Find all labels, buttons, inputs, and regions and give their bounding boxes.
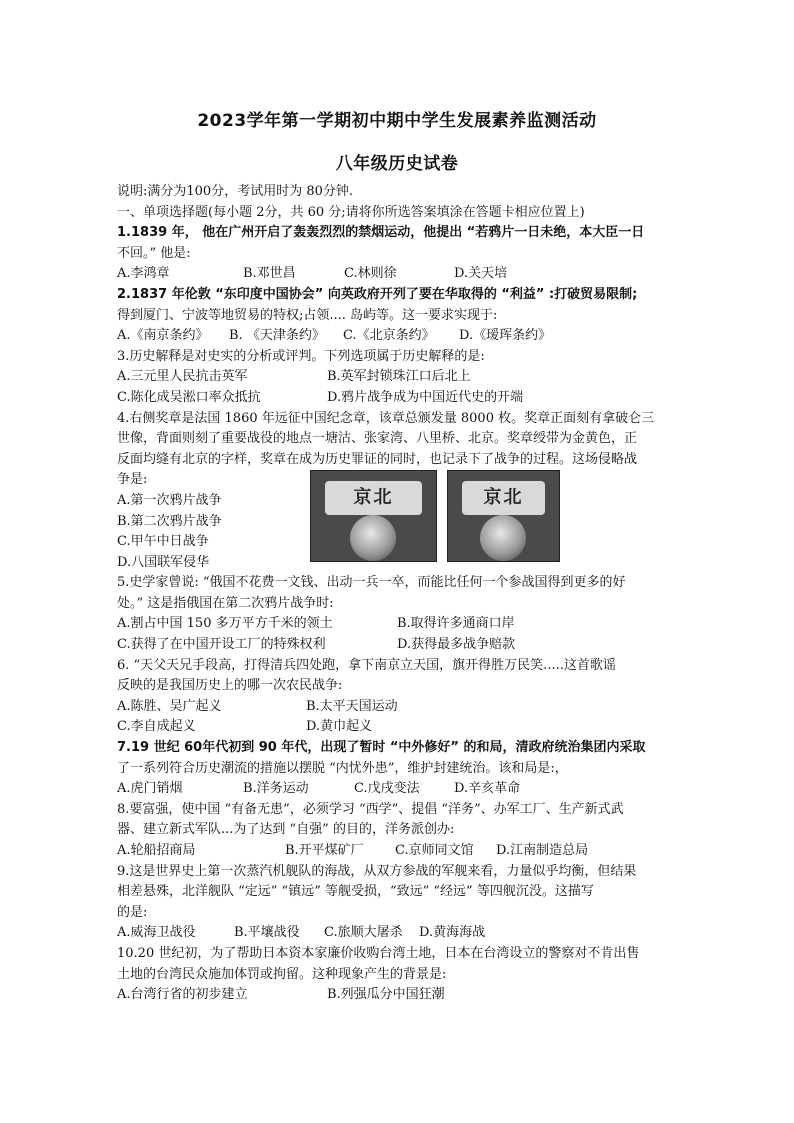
option-a[interactable]: A.割占中国 150 多万平方千米的领土 bbox=[117, 616, 333, 632]
option-c[interactable]: C.京师同文馆 bbox=[395, 843, 474, 858]
option-d[interactable]: D.八国联军侵华 bbox=[117, 554, 210, 570]
option-b[interactable]: B.洋务运动 bbox=[243, 781, 309, 797]
medal-coin bbox=[350, 515, 396, 561]
medal-photos bbox=[310, 470, 560, 560]
question-stem: 的是: bbox=[117, 904, 148, 920]
option-row bbox=[117, 367, 677, 388]
question-stem: 7.19 世纪 60年代初到 90 年代，出现了暂时 “中外修好” 的和局，清政府统治集团内采取 bbox=[117, 740, 646, 756]
question-stem: 土地的台湾民众施加体罚或拘留。这种现象产生的背景是: bbox=[117, 966, 447, 982]
option-d[interactable]: D.《瑷珲条约》 bbox=[459, 328, 552, 344]
option-d[interactable]: D.关天培 bbox=[454, 266, 508, 282]
exam-subtitle: 八年级历史试卷 bbox=[335, 154, 459, 174]
exam-title: 2023学年第一学期初中期中学生发展素养监测活动 bbox=[197, 111, 597, 131]
medal-ribbon-text: 京北 bbox=[462, 481, 545, 515]
question-stem: 3.历史解释是对史实的分析或评判。下列选项属于历史解释的是: bbox=[117, 348, 485, 364]
option-row bbox=[117, 779, 677, 800]
option-d[interactable]: D.黄巾起义 bbox=[306, 719, 373, 735]
medal-ribbon-text: 京北 bbox=[325, 481, 422, 515]
question-stem: 不回。” 他是: bbox=[117, 245, 191, 261]
option-row bbox=[117, 923, 677, 944]
question-stem: 处。” 这是指俄国在第二次鸦片战争时: bbox=[117, 595, 334, 611]
question-stem: 8.要富强，使中国 “有备无患”，必须学习 “西学”、提倡 “洋务”、办军工厂、生产新式武 bbox=[117, 801, 624, 817]
question-7 bbox=[117, 738, 677, 800]
option-a[interactable]: A.三元里人民抗击英军 bbox=[117, 369, 248, 385]
option-b[interactable]: B.英军封锁珠江口后北上 bbox=[327, 369, 471, 385]
question-stem: 了一系列符合历史潮流的措施以摆脱 “内忧外患”，维护封建统治。该和局是:， bbox=[117, 760, 568, 776]
option-b[interactable]: B.邓世昌 bbox=[243, 266, 296, 282]
medal-photo-back bbox=[447, 470, 560, 562]
option-c[interactable]: C.林则徐 bbox=[344, 266, 397, 282]
option-row bbox=[117, 614, 677, 635]
question-stem: 4.右侧奖章是法国 1860 年远征中国纪念章，该章总颁发量 8000 枚。奖章正面刻有拿破仑三 bbox=[117, 410, 655, 426]
medal-photo-front bbox=[310, 470, 437, 562]
question-stem: 2.1837 年伦敦 “东印度中国协会” 向英政府开列了要在华取得的 “利益” :打破贸易限制; bbox=[117, 286, 638, 302]
question-stem: 得到厦门、宁波等地贸易的特权;占领.... 岛屿等。这一要求实现于: bbox=[117, 307, 498, 323]
question-stem: 器、建立新式军队...为了达到 “自强” 的目的，洋务派创办: bbox=[117, 822, 455, 838]
question-stem: 反面均缝有北京的字样，奖章在成为历史罪证的同时，也记录下了战争的过程。这场侵略战 bbox=[117, 451, 638, 467]
option-row bbox=[117, 388, 677, 409]
question-stem: 6. “天父天兄手段高，打得清兵四处跑，拿下南京立天国，旗开得胜万民笑.....这首歌谣 bbox=[117, 657, 616, 673]
option-a[interactable]: A.李鸿章 bbox=[117, 266, 170, 282]
option-row bbox=[117, 841, 677, 862]
option-c[interactable]: C.甲午中日战争 bbox=[117, 534, 209, 550]
question-stem: 10.20 世纪初，为了帮助日本资本家廉价收购台湾土地，日本在台湾设立的警察对不肯出售 bbox=[117, 945, 640, 961]
option-c[interactable]: C.获得了在中国开设工厂的特殊权利 bbox=[117, 637, 326, 653]
option-d[interactable]: D.江南制造总局 bbox=[496, 843, 589, 858]
option-a[interactable]: A.陈胜、吴广起义 bbox=[117, 698, 222, 714]
option-a[interactable]: A.轮船招商局 bbox=[117, 843, 196, 858]
question-6 bbox=[117, 656, 677, 738]
option-b[interactable]: B.平壤战役 bbox=[234, 925, 300, 941]
question-1 bbox=[117, 223, 677, 285]
option-b[interactable]: B.太平天国运动 bbox=[306, 698, 398, 714]
option-b[interactable]: B.开平煤矿厂 bbox=[285, 843, 364, 858]
exam-content bbox=[117, 182, 677, 1006]
option-c[interactable]: C.戊戌变法 bbox=[354, 781, 420, 797]
option-row bbox=[117, 697, 677, 718]
section-heading: 一、单项选择题(每小题 2分，共 60 分;请将你所选答案填涂在答题卡相应位置上) bbox=[117, 204, 585, 220]
question-stem: 1.1839 年， 他在广州开启了轰轰烈烈的禁烟运动，他提出 “若鸦片一日未绝，本大臣一日 bbox=[117, 225, 645, 241]
question-stem: 9.这是世界史上第一次蒸汽机舰队的海战，从双方参战的军舰来看，力量似乎均衡，但结果 bbox=[117, 863, 637, 879]
option-row bbox=[117, 717, 677, 738]
option-d[interactable]: D.黄海海战 bbox=[419, 925, 486, 941]
question-stem: 争是: bbox=[117, 472, 148, 488]
medal-coin bbox=[480, 515, 526, 561]
option-row bbox=[117, 985, 677, 1006]
option-c[interactable]: C.《北京条约》 bbox=[343, 328, 435, 344]
question-4-body bbox=[117, 470, 677, 573]
question-stem: 反映的是我国历史上的哪一次农民战争: bbox=[117, 678, 343, 694]
exam-instructions: 说明:满分为100分，考试用时为 80分钟. bbox=[117, 184, 353, 199]
option-d[interactable]: D.鸦片战争成为中国近代史的开端 bbox=[327, 389, 524, 405]
option-c[interactable]: C.旅顺大屠杀 bbox=[324, 925, 403, 941]
question-4 bbox=[117, 409, 677, 574]
option-b[interactable]: B.列强瓜分中国狂潮 bbox=[327, 987, 445, 1003]
question-stem: 世像，背面则刻了重要战役的地点一塘沽、张家湾、八里桥、北京。奖章绶带为金黄色，正 bbox=[117, 431, 638, 447]
option-row bbox=[117, 264, 677, 285]
option-d[interactable]: D.辛亥革命 bbox=[454, 781, 521, 797]
question-2 bbox=[117, 285, 677, 347]
option-b[interactable]: B.取得许多通商口岸 bbox=[397, 616, 515, 632]
option-b[interactable]: B.第二次鸦片战争 bbox=[117, 513, 222, 529]
question-3 bbox=[117, 347, 677, 409]
question-9 bbox=[117, 862, 677, 944]
option-a[interactable]: A.虎门销烟 bbox=[117, 781, 183, 797]
question-stem: 相差悬殊，北洋舰队 “定远” “镇远” 等舰受损，“致远” “经远” 等四舰沉没。这描写 bbox=[117, 884, 594, 900]
option-c[interactable]: C.李自成起义 bbox=[117, 719, 196, 735]
option-a[interactable]: A.第一次鸦片战争 bbox=[117, 492, 222, 508]
option-a[interactable]: A.威海卫战役 bbox=[117, 925, 196, 941]
option-row bbox=[117, 635, 677, 656]
option-d[interactable]: D.获得最多战争赔款 bbox=[397, 637, 516, 653]
question-8 bbox=[117, 800, 677, 862]
question-10 bbox=[117, 944, 677, 1006]
question-stem: 5.史学家曾说: “俄国不花费一文钱、出动一兵一卒，而能比任何一个参战国得到更多的好 bbox=[117, 575, 626, 591]
option-a[interactable]: A.《南京条约》 bbox=[117, 328, 209, 344]
option-b[interactable]: B. 《天津条约》 bbox=[229, 328, 325, 344]
option-row bbox=[117, 326, 677, 347]
option-c[interactable]: C.陈化成吴淞口率众抵抗 bbox=[117, 389, 261, 405]
option-a[interactable]: A.台湾行省的初步建立 bbox=[117, 987, 248, 1003]
question-5 bbox=[117, 573, 677, 655]
